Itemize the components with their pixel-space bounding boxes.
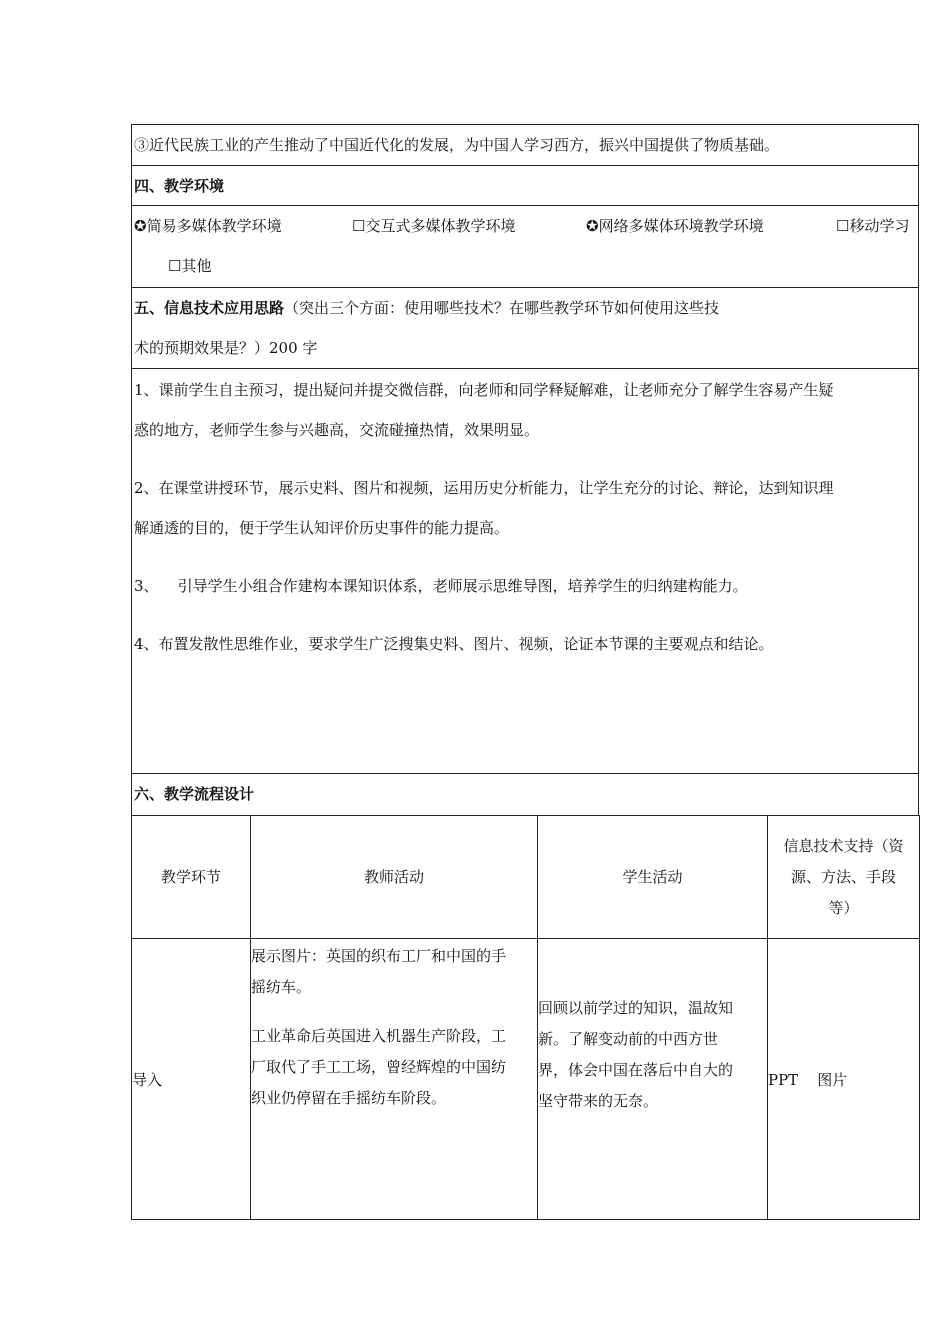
checkbox-icon: ☐ (168, 257, 182, 275)
section6-title-row (131, 773, 919, 815)
cell-stage: 导入 (132, 939, 251, 1220)
header-tech-support: 信息技术支持（资 源、方法、手段 等） (768, 816, 920, 939)
section6-title: 六、教学流程设计 (134, 785, 255, 803)
teaching-environment-options (131, 205, 919, 287)
document-page (131, 124, 919, 1220)
env-option-interactive-multimedia[interactable]: ☐交互式多媒体教学环境 (352, 217, 516, 235)
cell-student-activity: 回顾以前学过的知识，温故知 新。了解变动前的中西方世 界，体会中国在落后中自大的 坚守带来的无奈。 (538, 939, 768, 1220)
flow-table-header-row (132, 816, 920, 939)
tech-idea-item-2: 2、在课堂讲授环节，展示史料、图片和视频，运用历史分析能力，让学生充分的讨论、辩论，达到知识理 解通透的目的，便于学生认知评价历史事件的能力提高。 (134, 479, 834, 537)
env-option-simple-multimedia[interactable]: ✪简易多媒体教学环境 (134, 217, 282, 235)
section5-heading-line2: 术的预期效果是？）200 字 (134, 339, 318, 357)
header-stage: 教学环节 (132, 816, 251, 939)
environment-options-row1 (132, 206, 918, 246)
tech-idea-item-3: 3、 引导学生小组合作建构本课知识体系，老师展示思维导图，培养学生的归纳建构能力。 (134, 577, 748, 595)
section4-title-row (131, 165, 919, 205)
env-option-other[interactable]: ☐其他 (168, 257, 212, 275)
cell-tech-support: PPT 图片 (768, 939, 920, 1220)
section5-heading-line1 (132, 288, 918, 328)
checked-mark-icon: ✪ (134, 217, 147, 235)
table-row (132, 939, 920, 1220)
intro-point-row (131, 124, 919, 165)
section4-title: 四、教学环境 (134, 177, 225, 195)
checkbox-icon: ☐ (352, 217, 366, 235)
env-option-network-multimedia[interactable]: ✪网络多媒体环境教学环境 (586, 217, 764, 235)
section5-content (131, 368, 919, 773)
env-option-mobile-learning[interactable]: ☐移动学习 (836, 217, 910, 235)
header-student-activity: 学生活动 (538, 816, 768, 939)
checked-mark-icon: ✪ (586, 217, 599, 235)
section5-title-row (131, 287, 919, 368)
header-teacher-activity: 教师活动 (251, 816, 538, 939)
tech-idea-item-1: 1、课前学生自主预习，提出疑问并提交微信群，向老师和同学释疑解难，让老师充分了解学生容易产生疑 惑的地方，老师学生参与兴趣高，交流碰撞热情，效果明显。 (134, 381, 834, 439)
section5-title: 五、信息技术应用思路 (134, 299, 285, 317)
teaching-flow-table (131, 815, 920, 1220)
intro-point-text: ③近代民族工业的产生推动了中国近代化的发展，为中国人学习西方，振兴中国提供了物质基础。 (134, 136, 780, 154)
environment-options-row2 (132, 246, 918, 286)
tech-idea-item-4: 4、布置发散性思维作业，要求学生广泛搜集史料、图片、视频，论证本节课的主要观点和结论。 (134, 635, 774, 653)
checkbox-icon: ☐ (836, 217, 850, 235)
section5-note: （突出三个方面：使用哪些技术？在哪些教学环节如何使用这些技 (284, 299, 720, 317)
cell-teacher-activity: 展示图片：英国的织布工厂和中国的手 摇纺车。 工业革命后英国进入机器生产阶段，工 厂取代了手工工场，曾经辉煌的中国纺 织业仍停留在手摇纺车阶段。 (251, 939, 538, 1220)
